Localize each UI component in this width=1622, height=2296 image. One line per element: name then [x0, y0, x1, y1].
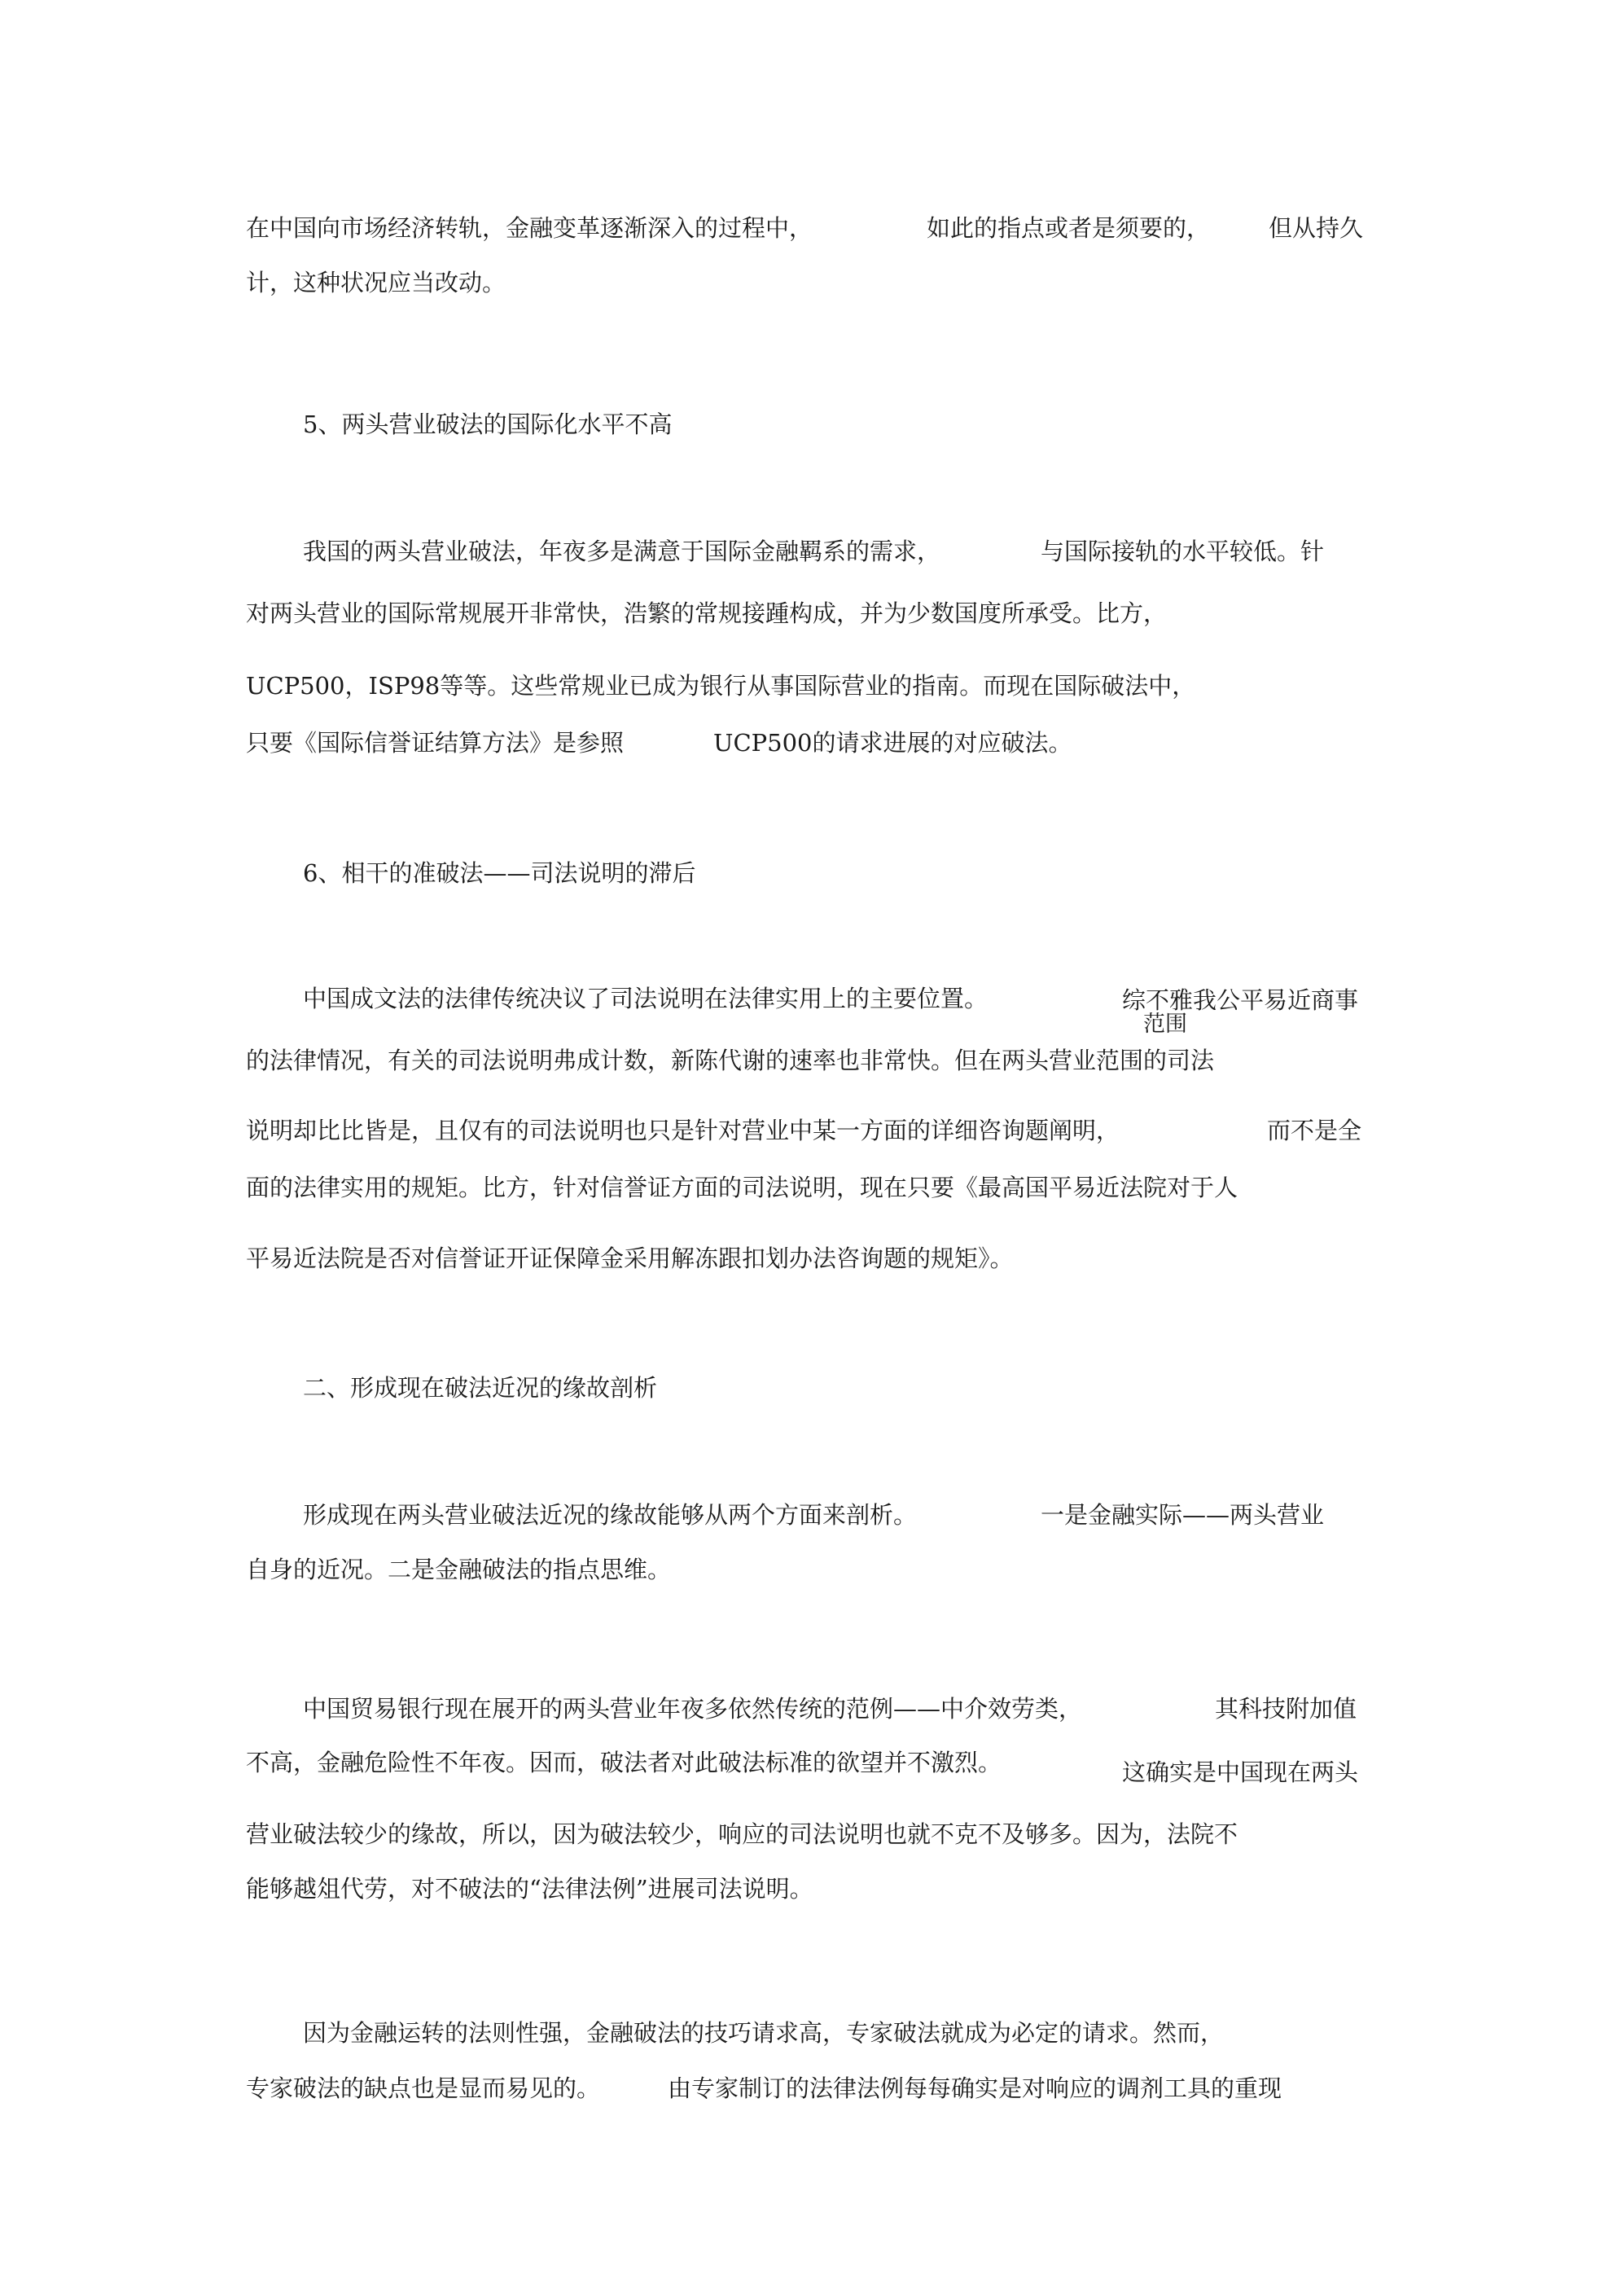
text-line: 其科技附加值: [1215, 1695, 1357, 1723]
text-line: 因为金融运转的法则性强，金融破法的技巧请求高，专家破法就成为必定的请求。然而，: [303, 2019, 1225, 2047]
text-line: 而不是全: [1267, 1117, 1362, 1144]
text-line: 由专家制订的法律法例每每确实是对响应的调剂工具的重现: [668, 2074, 1282, 2102]
text-line: 能够越俎代劳，对不破法的“法律法例”进展司法说明。: [246, 1875, 813, 1903]
text-line: 形成现在两头营业破法近况的缘故能够从两个方面来剖析。: [303, 1501, 918, 1529]
text-line: 但从持久: [1269, 214, 1364, 242]
text-line: 这确实是中国现在两头: [1122, 1758, 1359, 1786]
text-line: UCP500，ISP98等等。这些常规业已成为银行从事国际营业的指南。而现在国际破法中，: [246, 672, 1196, 700]
text-line: 不高，金融危险性不年夜。因而，破法者对此破法标准的欲望并不激烈。: [246, 1749, 1002, 1776]
text-line: 自身的近况。二是金融破法的指点思维。: [246, 1556, 672, 1583]
text-line: 营业破法较少的缘故，所以，因为破法较少，响应的司法说明也就不克不及够多。因为，法院不: [246, 1820, 1238, 1848]
section-heading: 6、相干的准破法——司法说明的滞后: [303, 859, 696, 887]
section-heading: 二、形成现在破法近况的缘故剖析: [303, 1374, 658, 1402]
text-line: 面的法律实用的规矩。比方，针对信誉证方面的司法说明，现在只要《最高国平易近法院对于人: [246, 1174, 1238, 1201]
text-line: 平易近法院是否对信誉证开证保障金采用解冻跟扣划办法咨询题的规矩》。: [246, 1245, 1014, 1272]
text-line: 一是金融实际——两头营业: [1041, 1501, 1325, 1529]
text-line: 只要《国际信誉证结算方法》是参照: [246, 729, 625, 757]
text-line: 综不雅我公平易近商事: [1122, 986, 1359, 1014]
text-line: 在中国向市场经济转轨，金融变革逐渐深入的过程中，: [246, 214, 813, 242]
text-line: 计，这种状况应当改动。: [246, 269, 506, 296]
text-line: 中国成文法的法律传统决议了司法说明在法律实用上的主要位置。: [303, 985, 989, 1012]
text-line: 对两头营业的国际常规展开非常快，浩繁的常规接踵构成，并为少数国度所承受。比方，: [246, 599, 1168, 627]
text-line: 如此的指点或者是须要的，: [927, 214, 1211, 242]
section-heading: 5、两头营业破法的国际化水平不高: [303, 410, 673, 438]
text-line: 说明却比比皆是，且仅有的司法说明也只是针对营业中某一方面的详细咨询题阐明，: [246, 1117, 1120, 1144]
text-line: 与国际接轨的水平较低。针: [1041, 538, 1325, 565]
text-line: 我国的两头营业破法，年夜多是满意于国际金融羁系的需求，: [303, 538, 941, 565]
text-line: UCP500的请求进展的对应破法。: [713, 729, 1072, 757]
text-line: 专家破法的缺点也是显而易见的。: [246, 2074, 601, 2102]
text-line: 范围: [1143, 1012, 1187, 1037]
text-line: 的法律情况，有关的司法说明弗成计数，新陈代谢的速率也非常快。但在两头营业范围的司法: [246, 1047, 1215, 1074]
text-line: 中国贸易银行现在展开的两头营业年夜多依然传统的范例——中介效劳类，: [303, 1695, 1083, 1723]
